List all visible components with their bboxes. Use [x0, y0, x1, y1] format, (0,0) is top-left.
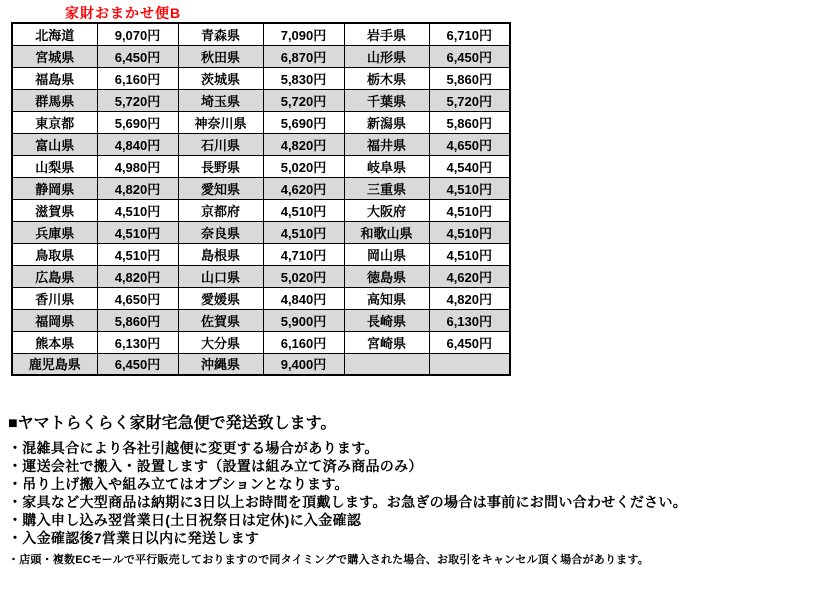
price-cell: 4,510円 — [429, 177, 510, 199]
prefecture-cell: 鹿児島県 — [12, 353, 97, 375]
table-title: 家財おまかせ便B — [65, 5, 182, 21]
table-row — [12, 331, 510, 353]
table-row — [12, 177, 510, 199]
price-cell: 5,860円 — [429, 111, 510, 133]
prefecture-cell: 秋田県 — [178, 45, 263, 67]
shipping-fee-table — [11, 22, 511, 376]
price-cell: 4,820円 — [97, 265, 178, 287]
price-cell: 5,020円 — [263, 265, 344, 287]
prefecture-cell: 奈良県 — [178, 221, 263, 243]
price-cell: 5,690円 — [97, 111, 178, 133]
prefecture-cell: 栃木県 — [344, 67, 429, 89]
prefecture-cell: 愛媛県 — [178, 287, 263, 309]
price-cell: 4,840円 — [263, 287, 344, 309]
prefecture-cell: 三重県 — [344, 177, 429, 199]
price-cell: 5,020円 — [263, 155, 344, 177]
prefecture-cell: 滋賀県 — [12, 199, 97, 221]
price-cell: 5,720円 — [97, 89, 178, 111]
table-row — [12, 353, 510, 375]
prefecture-cell: 石川県 — [178, 133, 263, 155]
price-cell: 4,840円 — [97, 133, 178, 155]
prefecture-cell: 群馬県 — [12, 89, 97, 111]
price-cell: 5,900円 — [263, 309, 344, 331]
price-cell: 6,710円 — [429, 23, 510, 45]
prefecture-cell: 宮城県 — [12, 45, 97, 67]
prefecture-cell: 香川県 — [12, 287, 97, 309]
prefecture-cell: 大分県 — [178, 331, 263, 353]
price-cell: 4,510円 — [429, 221, 510, 243]
price-cell: 5,830円 — [263, 67, 344, 89]
price-cell: 6,450円 — [429, 331, 510, 353]
prefecture-cell: 島根県 — [178, 243, 263, 265]
prefecture-cell: 山口県 — [178, 265, 263, 287]
notes-footnote: ・店頭・複数ECモールで平行販売しておりますので同タイミングで購入された場合、お取引をキャンセル頂く場合があります。 — [8, 554, 649, 566]
prefecture-cell: 岩手県 — [344, 23, 429, 45]
prefecture-cell: 静岡県 — [12, 177, 97, 199]
prefecture-cell: 高知県 — [344, 287, 429, 309]
price-cell: 6,160円 — [263, 331, 344, 353]
note-bullet: ・運送会社で搬入・設置します（設置は組み立て済み商品のみ） — [8, 458, 423, 474]
prefecture-cell: 宮崎県 — [344, 331, 429, 353]
note-bullet: ・混雑具合により各社引越便に変更する場合があります。 — [8, 440, 379, 456]
prefecture-cell: 埼玉県 — [178, 89, 263, 111]
price-cell: 6,450円 — [97, 45, 178, 67]
price-cell: 4,510円 — [263, 221, 344, 243]
prefecture-cell: 福島県 — [12, 67, 97, 89]
notes-heading: ■ヤマトらくらく家財宅急便で発送致します。 — [8, 415, 337, 432]
prefecture-cell: 広島県 — [12, 265, 97, 287]
prefecture-cell: 山梨県 — [12, 155, 97, 177]
price-cell: 4,820円 — [263, 133, 344, 155]
price-cell: 7,090円 — [263, 23, 344, 45]
table-row — [12, 23, 510, 45]
price-cell: 5,860円 — [429, 67, 510, 89]
prefecture-cell: 富山県 — [12, 133, 97, 155]
table-row — [12, 67, 510, 89]
table-row — [12, 45, 510, 67]
price-cell: 4,510円 — [263, 199, 344, 221]
prefecture-cell: 神奈川県 — [178, 111, 263, 133]
price-cell: 9,070円 — [97, 23, 178, 45]
price-cell: 4,650円 — [429, 133, 510, 155]
price-cell: 4,980円 — [97, 155, 178, 177]
price-cell: 4,510円 — [429, 243, 510, 265]
notes-bullet-list — [8, 439, 687, 547]
prefecture-cell: 山形県 — [344, 45, 429, 67]
prefecture-cell: 大阪府 — [344, 199, 429, 221]
price-cell: 4,710円 — [263, 243, 344, 265]
prefecture-cell: 長野県 — [178, 155, 263, 177]
prefecture-cell: 長崎県 — [344, 309, 429, 331]
price-cell: 5,720円 — [429, 89, 510, 111]
price-cell: 6,130円 — [97, 331, 178, 353]
prefecture-cell: 徳島県 — [344, 265, 429, 287]
prefecture-cell: 愛知県 — [178, 177, 263, 199]
prefecture-cell: 岡山県 — [344, 243, 429, 265]
price-cell: 6,450円 — [97, 353, 178, 375]
table-row — [12, 155, 510, 177]
prefecture-cell: 福岡県 — [12, 309, 97, 331]
table-row — [12, 309, 510, 331]
price-cell: 6,450円 — [429, 45, 510, 67]
note-bullet: ・入金確認後7営業日以内に発送します — [8, 530, 260, 546]
note-bullet: ・家具など大型商品は納期に3日以上お時間を頂戴します。お急ぎの場合は事前にお問い合わせください。 — [8, 494, 688, 510]
price-cell: 4,510円 — [97, 221, 178, 243]
table-row — [12, 287, 510, 309]
prefecture-cell: 和歌山県 — [344, 221, 429, 243]
price-cell: 4,540円 — [429, 155, 510, 177]
price-cell: 4,650円 — [97, 287, 178, 309]
price-cell: 5,860円 — [97, 309, 178, 331]
prefecture-cell: 東京都 — [12, 111, 97, 133]
price-cell: 6,870円 — [263, 45, 344, 67]
table-row — [12, 111, 510, 133]
prefecture-cell: 新潟県 — [344, 111, 429, 133]
table-row — [12, 243, 510, 265]
prefecture-cell — [344, 353, 429, 375]
price-cell — [429, 353, 510, 375]
table-row — [12, 89, 510, 111]
price-cell: 5,720円 — [263, 89, 344, 111]
price-cell: 4,820円 — [97, 177, 178, 199]
price-cell: 5,690円 — [263, 111, 344, 133]
price-cell: 9,400円 — [263, 353, 344, 375]
prefecture-cell: 佐賀県 — [178, 309, 263, 331]
price-cell: 4,510円 — [97, 199, 178, 221]
table-row — [12, 133, 510, 155]
prefecture-cell: 鳥取県 — [12, 243, 97, 265]
prefecture-cell: 茨城県 — [178, 67, 263, 89]
prefecture-cell: 福井県 — [344, 133, 429, 155]
price-cell: 4,820円 — [429, 287, 510, 309]
prefecture-cell: 青森県 — [178, 23, 263, 45]
price-cell: 4,620円 — [263, 177, 344, 199]
prefecture-cell: 熊本県 — [12, 331, 97, 353]
note-bullet: ・吊り上げ搬入や組み立てはオプションとなります。 — [8, 476, 349, 492]
price-cell: 4,510円 — [97, 243, 178, 265]
prefecture-cell: 北海道 — [12, 23, 97, 45]
prefecture-cell: 兵庫県 — [12, 221, 97, 243]
note-bullet: ・購入申し込み翌営業日(土日祝祭日は定休)に入金確認 — [8, 512, 362, 528]
price-cell: 6,130円 — [429, 309, 510, 331]
table-row — [12, 199, 510, 221]
table-row — [12, 221, 510, 243]
price-cell: 6,160円 — [97, 67, 178, 89]
prefecture-cell: 千葉県 — [344, 89, 429, 111]
prefecture-cell: 岐阜県 — [344, 155, 429, 177]
prefecture-cell: 京都府 — [178, 199, 263, 221]
price-cell: 4,510円 — [429, 199, 510, 221]
table-row — [12, 265, 510, 287]
price-cell: 4,620円 — [429, 265, 510, 287]
prefecture-cell: 沖縄県 — [178, 353, 263, 375]
